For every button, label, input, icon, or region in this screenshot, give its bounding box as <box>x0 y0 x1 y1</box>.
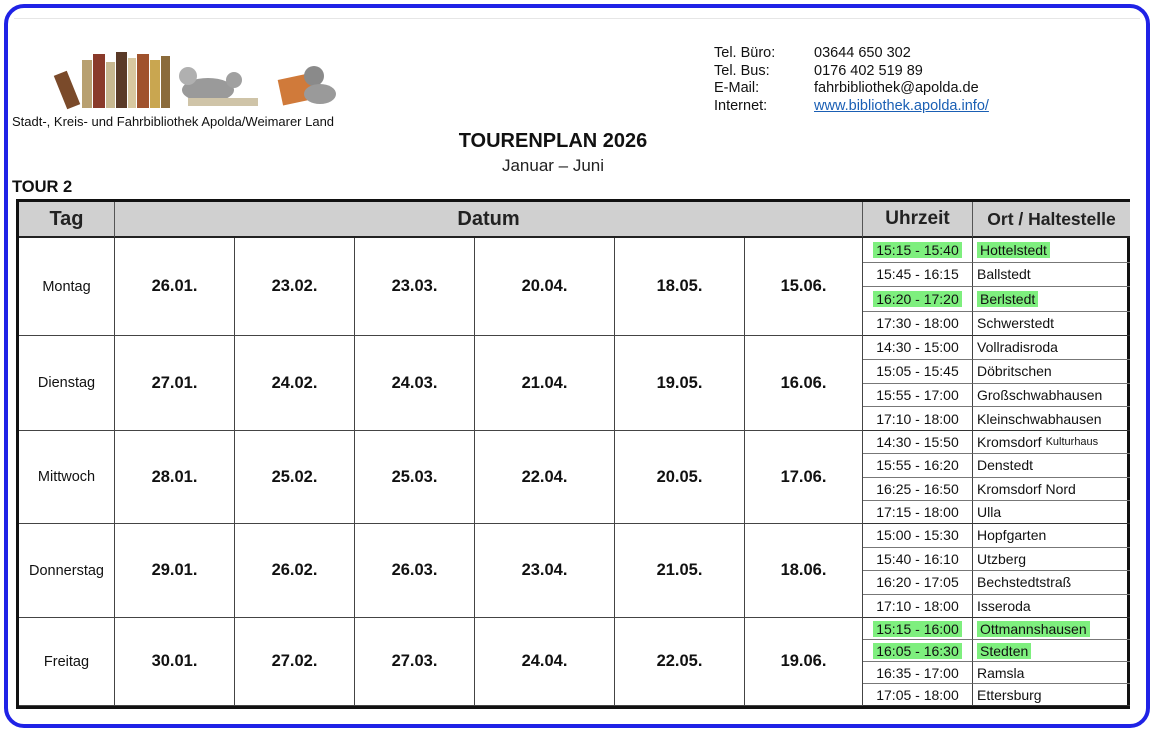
contact-block <box>714 45 989 115</box>
place-cell <box>973 336 1130 360</box>
place-cell <box>973 684 1130 706</box>
time-text: 15:45 - 16:15 <box>876 266 959 283</box>
place-text: Kleinschwabhausen <box>977 410 1102 427</box>
date-cell: 27.03. <box>355 618 475 706</box>
time-cell <box>863 548 973 572</box>
time-cell <box>863 312 973 337</box>
date-cell: 26.02. <box>235 524 355 618</box>
contact-label: Tel. Büro: <box>714 45 776 61</box>
time-cell <box>863 640 973 662</box>
place-cell <box>973 501 1130 524</box>
phone-office: 03644 650 302 <box>814 45 911 61</box>
day-cell: Montag <box>19 238 115 336</box>
column-header-uhrzeit: Uhrzeit <box>863 202 973 238</box>
page-title: TOURENPLAN 2026 <box>458 130 648 152</box>
place-text: Bechstedtstraß <box>977 574 1072 591</box>
place-text: Denstedt <box>977 457 1034 474</box>
date-cell: 23.03. <box>355 238 475 336</box>
date-cell: 20.05. <box>615 431 745 524</box>
place-text: Ulla <box>977 503 1002 520</box>
time-cell <box>863 360 973 384</box>
place-cell <box>973 548 1130 572</box>
day-cell: Freitag <box>19 618 115 706</box>
date-cell: 27.01. <box>115 336 235 431</box>
place-note: Kulturhaus <box>1045 436 1099 449</box>
time-text: 15:05 - 15:45 <box>876 363 959 380</box>
day-cell: Mittwoch <box>19 431 115 524</box>
place-cell <box>973 287 1130 312</box>
date-cell: 18.05. <box>615 238 745 336</box>
date-cell: 17.06. <box>745 431 863 524</box>
place-text: Utzberg <box>977 550 1027 567</box>
place-cell <box>973 454 1130 477</box>
place-cell <box>973 571 1130 595</box>
library-logo <box>48 46 353 112</box>
time-text: 14:30 - 15:00 <box>876 339 959 356</box>
place-cell <box>973 618 1130 640</box>
date-cell: 25.03. <box>355 431 475 524</box>
date-cell: 19.06. <box>745 618 863 706</box>
place-text: Stedten <box>977 643 1031 659</box>
time-text: 16:20 - 17:05 <box>876 574 959 591</box>
place-cell <box>973 238 1130 263</box>
place-cell <box>973 524 1130 548</box>
place-text: Ottmannshausen <box>977 621 1090 637</box>
place-cell <box>973 407 1130 431</box>
time-text: 16:05 - 16:30 <box>873 643 962 659</box>
place-text: Schwerstedt <box>977 315 1055 332</box>
place-text: Hottelstedt <box>977 242 1050 258</box>
time-text: 16:35 - 17:00 <box>876 664 959 681</box>
contact-label: Internet: <box>714 97 768 114</box>
place-text: Großschwabhausen <box>977 386 1103 403</box>
date-cell: 26.01. <box>115 238 235 336</box>
schedule-table <box>16 199 1130 709</box>
day-cell: Donnerstag <box>19 524 115 618</box>
contact-label: Tel. Bus: <box>714 62 770 79</box>
date-cell: 20.04. <box>475 238 615 336</box>
time-cell <box>863 407 973 431</box>
place-text: Ramsla <box>977 664 1025 681</box>
time-text: 16:25 - 16:50 <box>876 480 959 497</box>
date-cell: 29.01. <box>115 524 235 618</box>
time-cell <box>863 478 973 501</box>
phone-bus: 0176 402 519 89 <box>814 62 923 79</box>
time-cell <box>863 595 973 619</box>
place-cell <box>973 263 1130 288</box>
date-cell: 26.03. <box>355 524 475 618</box>
date-cell: 23.02. <box>235 238 355 336</box>
place-cell <box>973 662 1130 684</box>
time-cell <box>863 336 973 360</box>
window-frame <box>4 4 1150 728</box>
time-text: 15:40 - 16:10 <box>876 550 959 567</box>
time-cell <box>863 618 973 640</box>
date-cell: 30.01. <box>115 618 235 706</box>
place-cell <box>973 360 1130 384</box>
date-cell: 24.02. <box>235 336 355 431</box>
date-cell: 19.05. <box>615 336 745 431</box>
page-subtitle: Januar – Juni <box>501 156 605 175</box>
place-text: Berlstedt <box>977 291 1038 307</box>
time-cell <box>863 454 973 477</box>
place-cell <box>973 431 1130 454</box>
date-cell: 22.04. <box>475 431 615 524</box>
tour-label: TOUR 2 <box>12 178 73 196</box>
top-divider <box>14 18 1140 19</box>
time-cell <box>863 263 973 288</box>
place-text: Kromsdorf <box>977 434 1042 451</box>
date-cell: 22.05. <box>615 618 745 706</box>
place-text: Döbritschen <box>977 363 1052 380</box>
website-link[interactable]: www.bibliothek.apolda.info/ <box>814 97 989 114</box>
date-cell: 27.02. <box>235 618 355 706</box>
date-cell: 23.04. <box>475 524 615 618</box>
time-text: 17:15 - 18:00 <box>876 503 959 520</box>
time-text: 15:55 - 16:20 <box>876 457 959 474</box>
contact-label: E-Mail: <box>714 80 760 96</box>
place-cell <box>973 640 1130 662</box>
date-cell: 15.06. <box>745 238 863 336</box>
time-text: 15:15 - 16:00 <box>873 621 962 637</box>
place-cell <box>973 384 1130 408</box>
time-cell <box>863 501 973 524</box>
date-cell: 21.04. <box>475 336 615 431</box>
place-text: Isseroda <box>977 597 1031 614</box>
place-text: Ettersburg <box>977 686 1042 703</box>
date-cell: 16.06. <box>745 336 863 431</box>
date-cell: 25.02. <box>235 431 355 524</box>
time-text: 17:05 - 18:00 <box>876 686 959 703</box>
time-cell <box>863 684 973 706</box>
org-name: Stadt-, Kreis- und Fahrbibliothek Apolda/Weimarer Land <box>12 114 335 129</box>
email-address: fahrbibliothek@apolda.de <box>814 80 979 96</box>
place-text: Ballstedt <box>977 266 1031 283</box>
column-header-ort: Ort / Haltestelle <box>973 202 1130 238</box>
date-cell: 24.04. <box>475 618 615 706</box>
time-cell <box>863 384 973 408</box>
time-text: 17:10 - 18:00 <box>876 597 959 614</box>
date-cell: 21.05. <box>615 524 745 618</box>
time-cell <box>863 524 973 548</box>
date-cell: 18.06. <box>745 524 863 618</box>
day-cell: Dienstag <box>19 336 115 431</box>
time-cell <box>863 238 973 263</box>
time-text: 15:00 - 15:30 <box>876 527 959 544</box>
time-cell <box>863 287 973 312</box>
column-header-datum: Datum <box>115 202 863 238</box>
place-cell <box>973 478 1130 501</box>
date-cell: 24.03. <box>355 336 475 431</box>
place-text: Vollradisroda <box>977 339 1058 356</box>
time-text: 14:30 - 15:50 <box>876 434 959 451</box>
time-text: 16:20 - 17:20 <box>873 291 962 307</box>
place-cell <box>973 312 1130 337</box>
time-text: 17:30 - 18:00 <box>876 315 959 332</box>
time-text: 15:15 - 15:40 <box>873 242 962 258</box>
time-text: 17:10 - 18:00 <box>876 410 959 427</box>
time-cell <box>863 571 973 595</box>
place-text: Hopfgarten <box>977 527 1047 544</box>
place-cell <box>973 595 1130 619</box>
time-text: 15:55 - 17:00 <box>876 386 959 403</box>
date-cell: 28.01. <box>115 431 235 524</box>
time-cell <box>863 431 973 454</box>
place-text: Kromsdorf Nord <box>977 480 1076 497</box>
column-header-tag: Tag <box>19 202 115 238</box>
time-cell <box>863 662 973 684</box>
